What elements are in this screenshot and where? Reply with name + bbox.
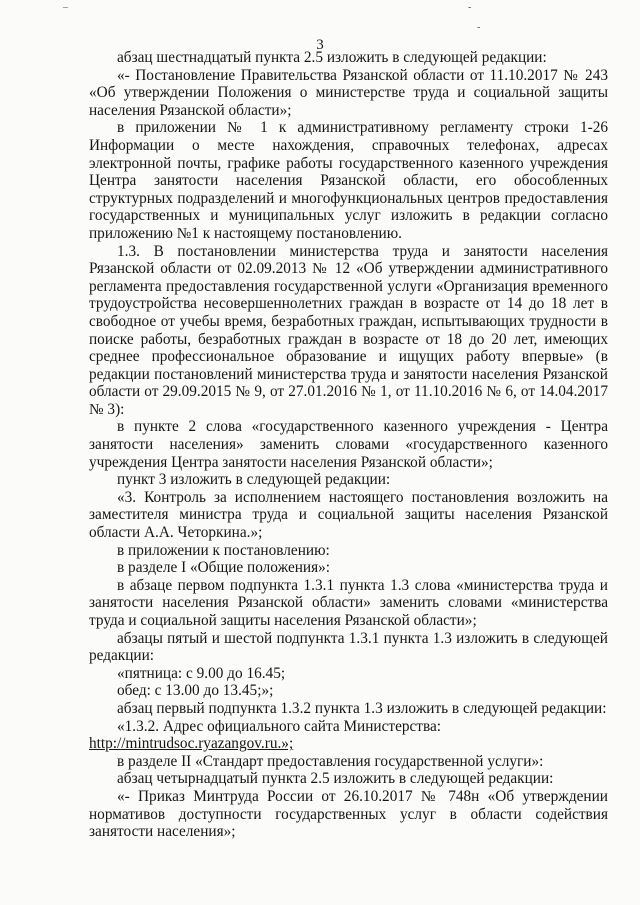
paragraph: в разделе II «Стандарт предоставления государственной услуги»: <box>117 752 544 770</box>
paragraph: «1.3.2. Адрес официального сайта Министерства: <box>117 717 442 735</box>
paragraph: абзац первый подпункта 1.3.2 пункта 1.3 изложить в следующей редакции: <box>117 699 607 717</box>
paragraph: в абзаце первом подпункта 1.3.1 пункта 1.3 слова «министерства труда и занятости населения Рязанской области» заменить словами «министерства труда и социальной защиты населения Рязанской области»; <box>89 576 608 629</box>
scan-mark: - <box>477 22 481 33</box>
paragraph: в приложении к постановлению: <box>117 541 330 559</box>
paragraph: абзац шестнадцатый пункта 2.5 изложить в следующей редакции: <box>117 49 547 66</box>
paragraph: «3. Контроль за исполнением настоящего постановления возложить на заместителя министра труда и социальной защиты населения Рязанской области А.А. Четоркина.»; <box>89 488 608 542</box>
scan-mark: - <box>468 2 472 13</box>
paragraph: в приложении № 1 к административному регламенту строки 1-26 Информации о месте нахождения, справочных телефонах, адресах электронной почты, графике работы государственного казенного учреждения Центра занятости населения Рязанской области, его обособленных структурных подразделений и многофункциональных центров предоставления государственных и муниципальных услуг изложить в редакции согласно приложению №1 к настоящему постановлению. <box>89 119 608 242</box>
paragraph: в пункте 2 слова «государственного казенного учреждения - Центра занятости населения» заменить словами «государственного казенного учреждения Центра занятости населения Рязанской области»; <box>89 418 608 471</box>
website-link[interactable]: http://mintrudsoc.ryazangov.ru.»; <box>89 735 294 753</box>
paragraph: 1.3. В постановлении министерства труда и занятости населения Рязанской области от 02.09.2013 № 12 «Об утверждении административного регламента предоставления государственной услуги «Организация временного трудоустройства несовершеннолетних граждан в возрасте от 14 до 18 лет в свободное от учебы время, безработных граждан, испытывающих трудности в поиске работы, безработных граждан в возрасте от 18 до 20 лет, имеющих среднее профессиональное образование и ищущих работу впервые» (в редакции постановлений министерства труда и занятости населения Рязанской области от 29.09.2015 № 9, от 27.01.2016 № 1, от 11.10.2016 № 6, от 14.04.2017 № 3): <box>89 242 608 418</box>
paragraph: обед: с 13.00 до 13.45;»; <box>117 682 274 700</box>
document-body <box>89 49 608 841</box>
paragraph: «- Постановление Правительства Рязанской области от 11.10.2017 № 243 «Об утверждении Положения о министерстве труда и социальной защиты населения Рязанской области»; <box>89 66 608 119</box>
page-number: 3 <box>316 37 324 53</box>
paragraph: абзац четырнадцатый пункта 2.5 изложить в следующей редакции: <box>117 770 554 788</box>
paragraph: «пятница: с 9.00 до 16.45; <box>117 664 286 682</box>
paragraph: абзацы пятый и шестой подпункта 1.3.1 пункта 1.3 изложить в следующей редакции: <box>89 629 608 665</box>
paragraph <box>89 735 608 753</box>
paragraph: в разделе I «Общие положения»: <box>117 559 331 577</box>
scan-mark: – <box>63 2 68 13</box>
paragraph: «- Приказ Минтруда России от 26.10.2017 № 748н «Об утверждении нормативов доступности государственных услуг в области содействия занятости населения»; <box>89 787 608 841</box>
paragraph: пункт 3 изложить в следующей редакции: <box>117 471 391 489</box>
